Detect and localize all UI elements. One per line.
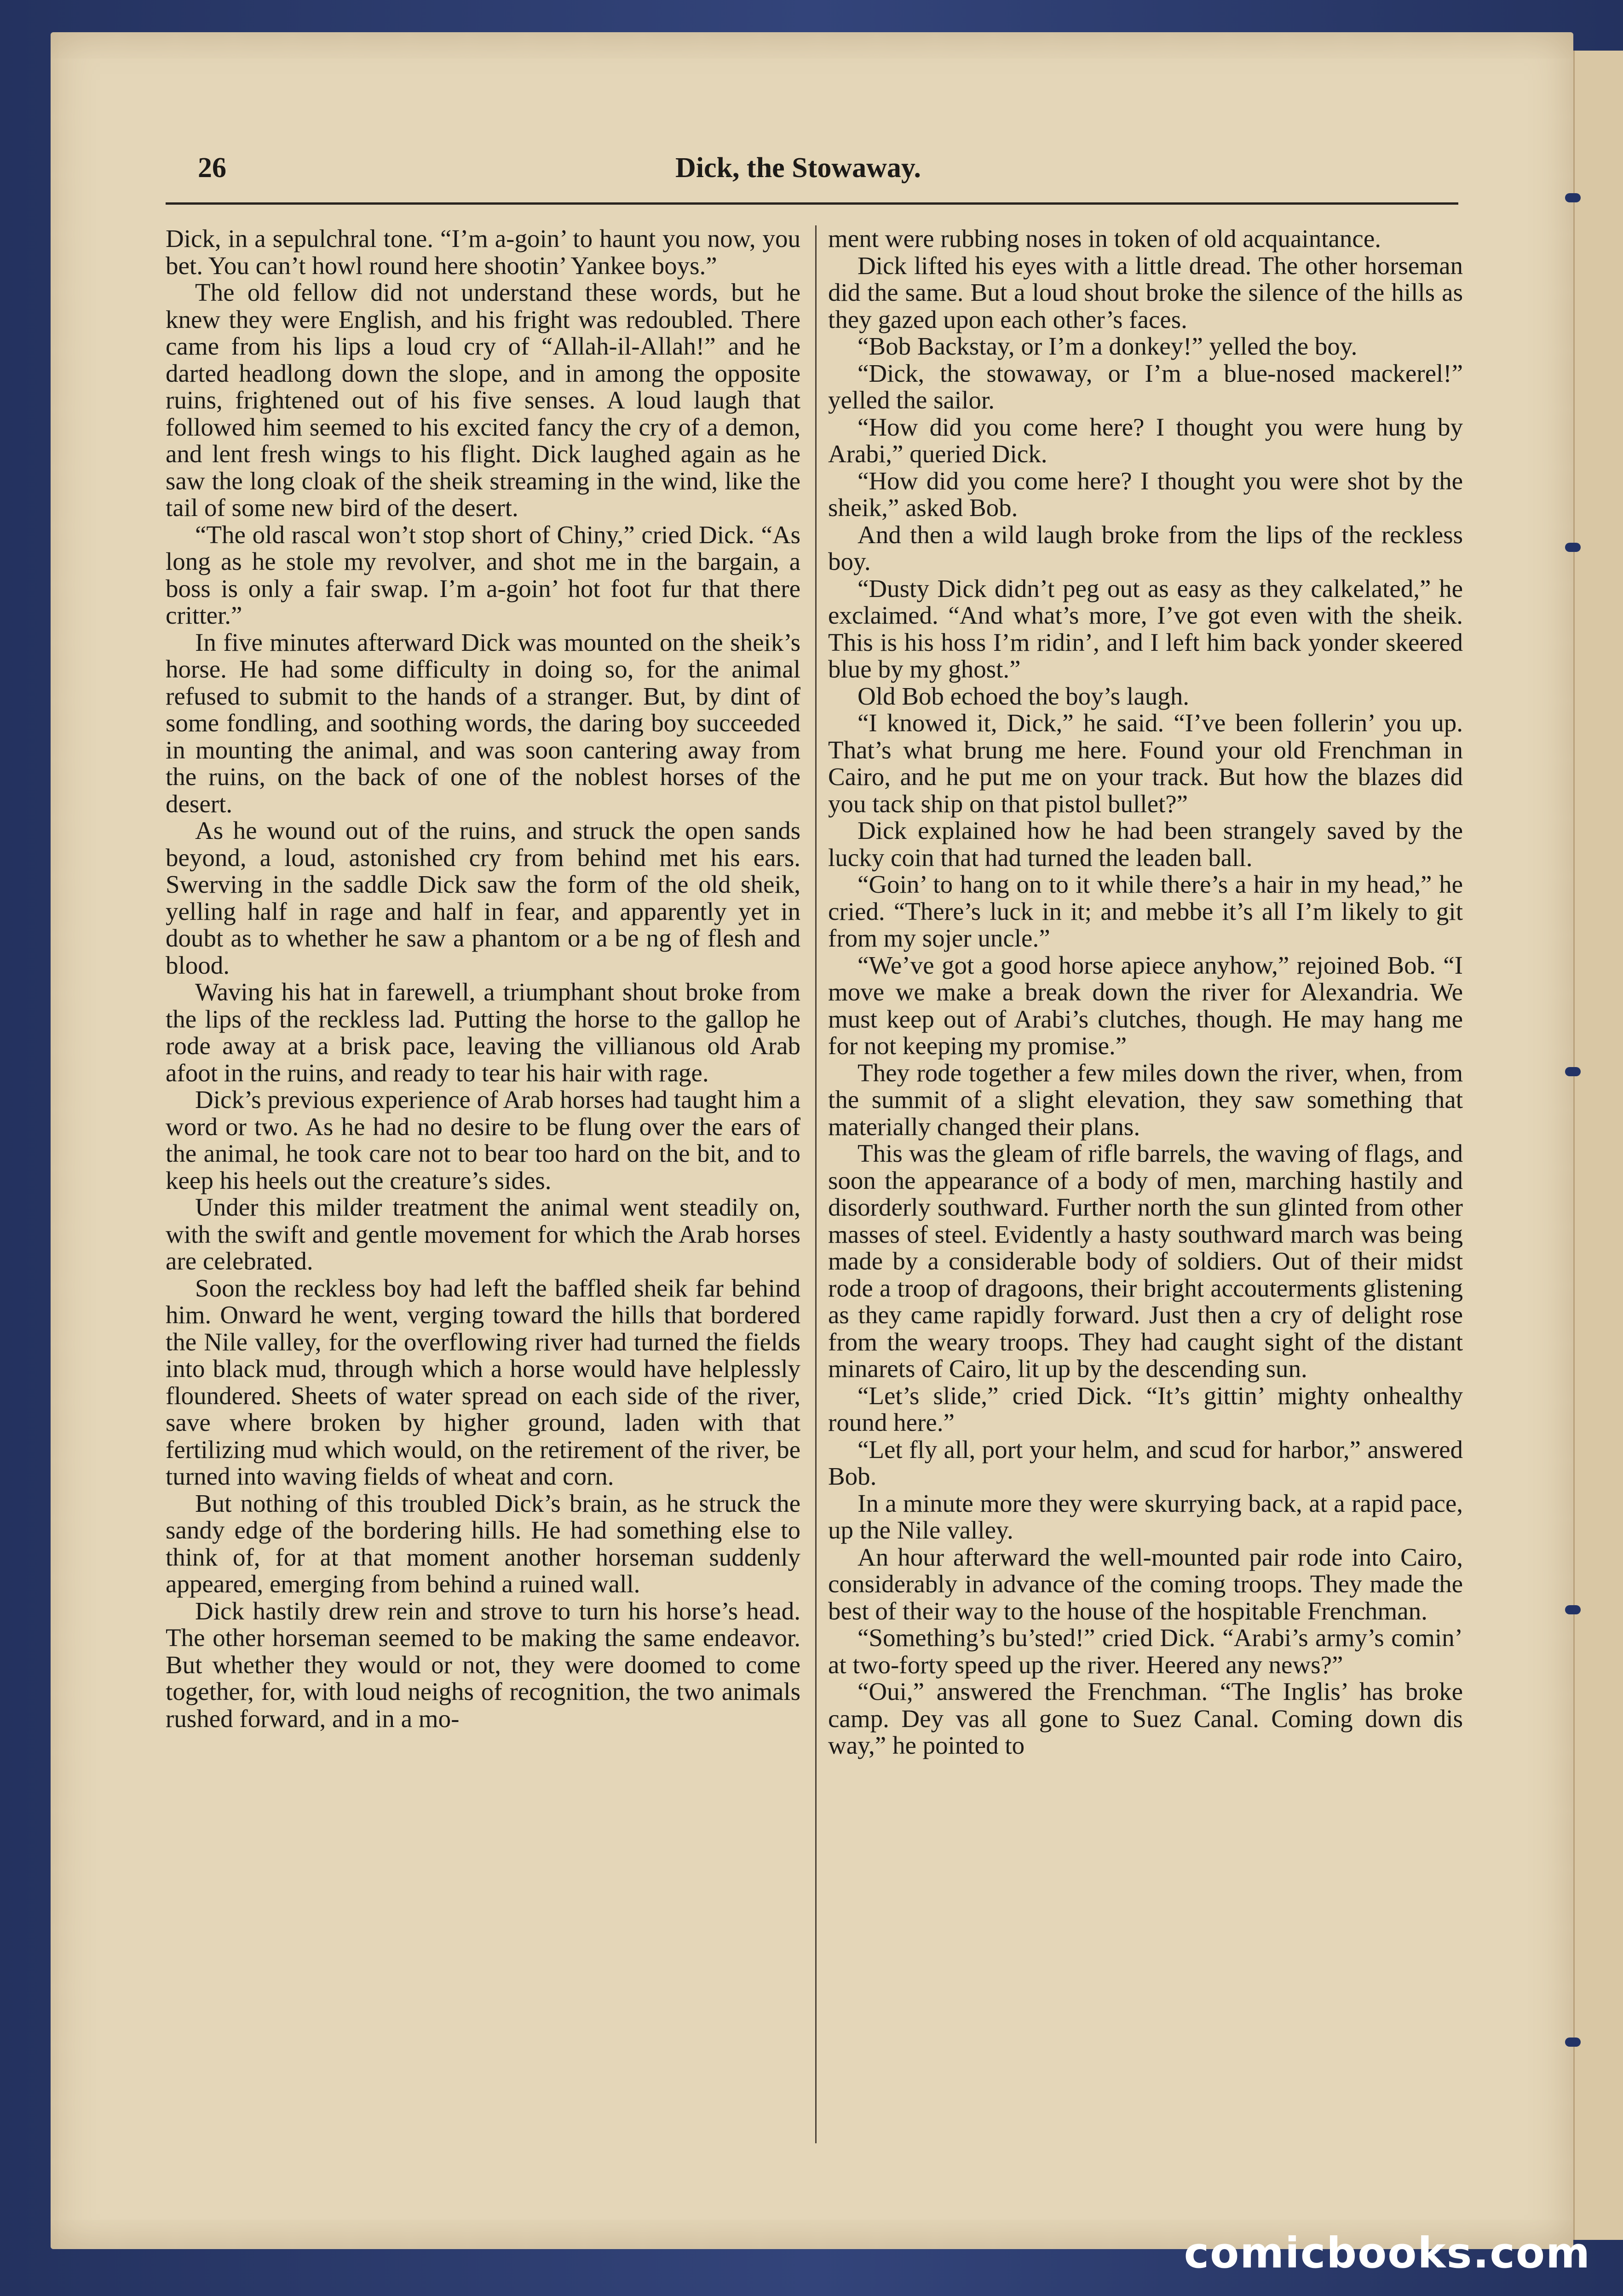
paragraph: They rode together a few miles down the river, when, from the summit of a slight elevation, they saw something that materially changed their plans. — [828, 1058, 1463, 1141]
paragraph: “Let’s slide,” cried Dick. “It’s gittin’ mighty onhealthy round here.” — [828, 1381, 1463, 1436]
paragraph: Dick, in a sepulchral tone. “I’m a-goin’ to haunt you now, you bet. You can’t howl round here shootin’ Yankee boys.” — [166, 225, 800, 280]
paragraph: Old Bob echoed the boy’s laugh. — [858, 682, 1189, 710]
page-number: 26 — [198, 152, 226, 184]
paragraph: “Oui,” answered the Frenchman. “The Inglis’ has broke camp. Dey vas all gone to Suez Canal. Coming down dis way,” he pointed to — [828, 1677, 1463, 1759]
paragraph: In five minutes afterward Dick was mounted on the sheik’s horse. He had some difficulty in doing so, for the animal refused to submit to the hands of a stranger. But, by dint of some fondling, and soothing words, the daring boy succeeded in mounting the animal, and was soon cantering away from the ruins, on the back of one of the noblest horses of the desert. — [166, 628, 800, 818]
paragraph: Dick explained how he had been strangely saved by the lucky coin that had turned the leaden ball. — [828, 816, 1463, 872]
paragraph: “Bob Backstay, or I’m a donkey!” yelled the boy. — [858, 332, 1358, 360]
binding-stitch-icon — [1565, 193, 1581, 202]
binding-stitch-icon — [1565, 2038, 1581, 2047]
paragraph: “I knowed it, Dick,” he said. “I’ve been follerin’ you up. That’s what brung me here. Found your old Frenchman in Cairo, and he put me on your track. But how the blazes did you tack ship on that pistol bullet?” — [828, 709, 1463, 818]
paragraph: “We’ve got a good horse apiece anyhow,” rejoined Bob. “I move we make a break down the river for Alexandria. We must keep out of Arabi’s clutches, though. He may hang me for not keeping my promise.” — [828, 951, 1463, 1060]
left-column — [166, 225, 800, 2148]
page-header — [138, 152, 1458, 198]
paragraph: Dick’s previous experience of Arab horses had taught him a word or two. As he had no desire to be flung over the ears of the animal, he took care not to bear too hard on the bit, and to keep his heels out the creature’s sides. — [166, 1085, 800, 1194]
binding-stitch-icon — [1565, 1605, 1581, 1614]
adjacent-page-edge — [1573, 51, 1623, 2240]
paragraph: “How did you come here? I thought you were shot by the sheik,” asked Bob. — [828, 466, 1463, 522]
paragraph: Under this milder treatment the animal went steadily on, with the swift and gentle movement for which the Arab horses are celebrated. — [166, 1193, 800, 1275]
paragraph: “Something’s bu’sted!” cried Dick. “Arabi’s army’s comin’ at two-forty speed up the river. Heered any news?” — [828, 1624, 1463, 1679]
paragraph: “How did you come here? I thought you were hung by Arabi,” queried Dick. — [828, 413, 1463, 468]
paragraph: Dick hastily drew rein and strove to turn his horse’s head. The other horseman seemed to be making the same endeavor. But whether they would or not, they were doomed to come together, for, with loud neighs of recognition, the two animals rushed forward, and in a mo- — [166, 1596, 800, 1733]
paragraph: But nothing of this troubled Dick’s brain, as he struck the sandy edge of the bordering hills. He had something else to think of, for at that moment another horseman suddenly appeared, emerging from behind a ruined wall. — [166, 1489, 800, 1598]
paragraph: Soon the reckless boy had left the baffled sheik far behind him. Onward he went, verging toward the hills that bordered the Nile valley, for the overflowing river had turned the fields into black mud, through which a horse would have helplessly floundered. Sheets of water spread on each side of the river, save where broken by higher ground, laden with that fertilizing mud which would, on the retirement of the river, be turned into waving fields of wheat and corn. — [166, 1274, 800, 1490]
paragraph: “The old rascal won’t stop short of Chiny,” cried Dick. “As long as he stole my revolver, and shot me in the bargain, a boss is only a fair swap. I’m a-goin’ hot foot fur that there critter.” — [166, 520, 800, 629]
paragraph: In a minute more they were skurrying back, at a rapid pace, up the Nile valley. — [828, 1489, 1463, 1544]
watermark: comicbooks.com — [1184, 2228, 1591, 2278]
right-column — [828, 225, 1463, 2148]
paragraph: Dick lifted his eyes with a little dread. The other horseman did the same. But a loud shout broke the silence of the hills as they gazed upon each other’s faces. — [828, 251, 1463, 333]
paragraph: “Goin’ to hang on to it while there’s a hair in my head,” he cried. “There’s luck in it; and mebbe it’s all I’m likely to git from my sojer uncle.” — [828, 870, 1463, 952]
header-rule — [166, 202, 1458, 205]
paragraph: And then a wild laugh broke from the lips of the reckless boy. — [828, 520, 1463, 575]
binding-stitch-icon — [1565, 543, 1581, 552]
paragraph: “Dusty Dick didn’t peg out as easy as they calkelated,” he exclaimed. “And what’s more, I’ve got even with the sheik. This is his hoss I’m ridin’, and I left him back yonder skeered blue by my ghost.” — [828, 574, 1463, 683]
paragraph: The old fellow did not understand these words, but he knew they were English, and his fright was redoubled. There came from his lips a loud cry of “Allah-il-Allah!” and he darted headlong down the slope, and in among the opposite ruins, frightened out of his five senses. A loud laugh that followed him seemed to his excited fancy the cry of a demon, and lent fresh wings to his flight. Dick laughed again as he saw the long cloak of the sheik streaming in the wind, like the tail of some new bird of the desert. — [166, 278, 800, 522]
paragraph: “Let fly all, port your helm, and scud for harbor,” answered Bob. — [828, 1435, 1463, 1490]
binding-stitch-icon — [1565, 1067, 1581, 1076]
paragraph: “Dick, the stowaway, or I’m a blue-nosed mackerel!” yelled the sailor. — [828, 359, 1463, 414]
running-title: Dick, the Stowaway. — [675, 152, 921, 184]
paragraph: As he wound out of the ruins, and struck the open sands beyond, a loud, astonished cry from behind met his ears. Swerving in the saddle Dick saw the form of the old sheik, yelling half in rage and half in fear, and apparently yet in doubt as to whether he saw a phantom or a be ng of flesh and blood. — [166, 816, 800, 979]
paragraph: An hour afterward the well-mounted pair rode into Cairo, considerably in advance of the coming troops. They made the best of their way to the house of the hospitable Frenchman. — [828, 1543, 1463, 1625]
column-divider — [815, 225, 817, 2143]
paragraph: This was the gleam of rifle barrels, the waving of flags, and soon the appearance of a body of men, marching hastily and disorderly southward. Further north the sun glinted from other masses of steel. Evidently a hasty southward march was being made by a considerable body of soldiers. Out of their midst rode a troop of dragoons, their bright accouterments glistening as they came rapidly forward. Just then a cry of delight rose from the weary troops. They had caught sight of the distant minarets of Cairo, lit up by the descending sun. — [828, 1139, 1463, 1383]
paragraph: ment were rubbing noses in token of old acquaintance. — [828, 225, 1381, 253]
paragraph: Waving his hat in farewell, a triumphant shout broke from the lips of the reckless lad. Putting the horse to the gallop he rode away at a brisk pace, leaving the villianous old Arab afoot in the ruins, and ready to tear his hair with rage. — [166, 978, 800, 1087]
